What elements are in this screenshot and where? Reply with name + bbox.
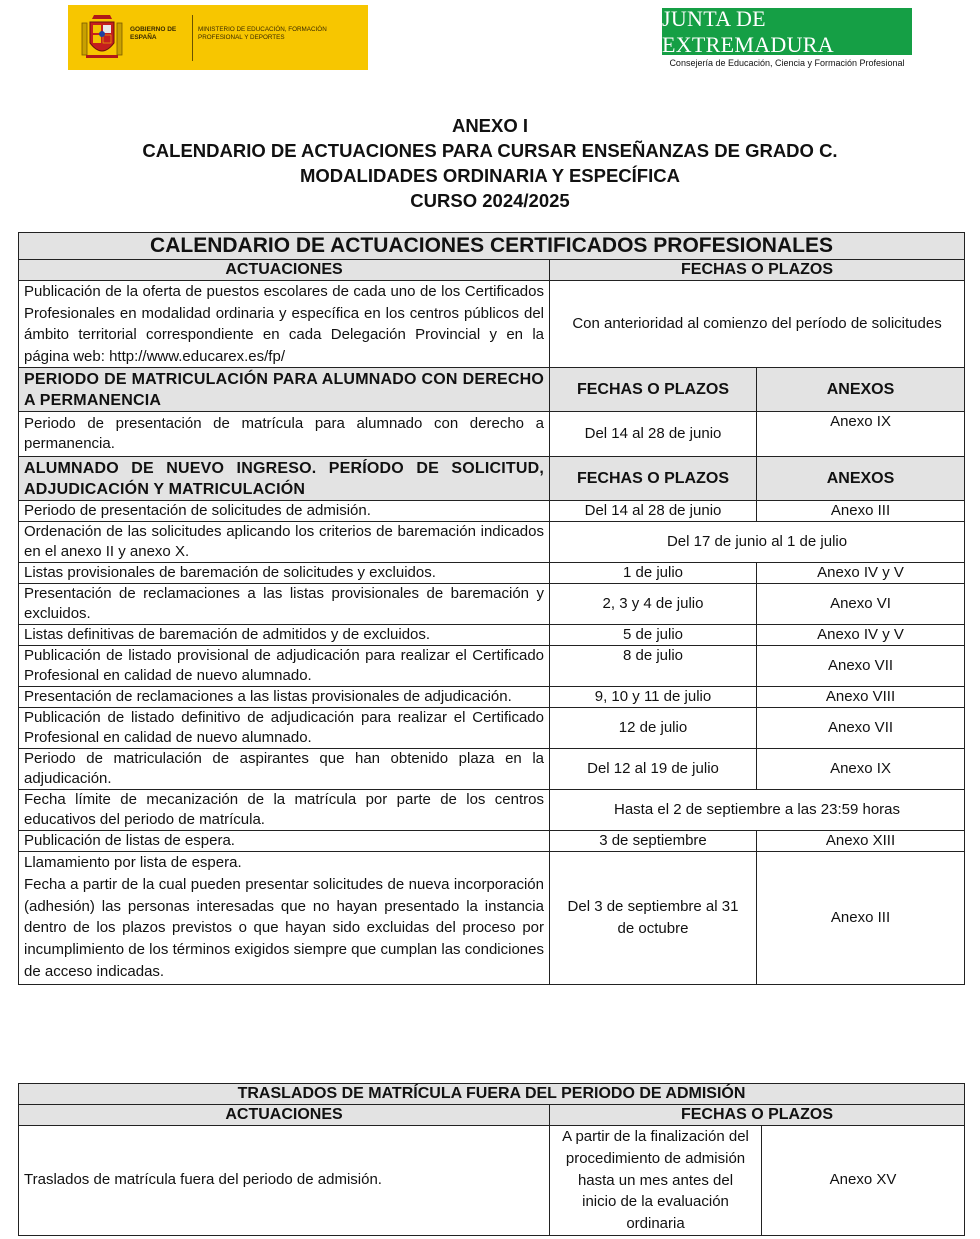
row-text: Presentación de reclamaciones a las listas provisionales de baremación y excluidos. [19,584,550,625]
row-fecha: Hasta el 2 de septiembre a las 23:59 horas [550,790,965,831]
row-text: Traslados de matrícula fuera del periodo de admisión. [19,1126,550,1236]
title-line-1: ANEXO I [451,115,529,136]
table-row [19,749,965,790]
table-row [19,687,965,708]
llamamiento-cell [19,852,550,985]
table-row [19,790,965,831]
row-anexo: Anexo III [757,501,965,522]
llamamiento-line-1: Llamamiento por lista de espera. [24,854,242,871]
table-row [19,831,965,852]
table-row [19,522,965,563]
ministerio-text: MINISTERIO DE EDUCACIÓN, FORMACIÓN PROFESIONAL Y DEPORTES [198,26,327,41]
row-fecha: 12 de julio [550,708,757,749]
oferta-text: Publicación de la oferta de puestos escolares de cada uno de los Certificados Profesionales en modalidad ordinaria y específica en los centros públicos del ámbito territorial correspondiente en cada Delegación Provincial y en la página web: http://www.educarex.es/fp/ [19,281,550,368]
nuevo-anexos-header: ANEXOS [757,457,965,501]
nuevo-fechas-header: FECHAS O PLAZOS [550,457,757,501]
row-anexo: Anexo VII [757,708,965,749]
table-title-row [19,1084,965,1105]
row-fecha: 8 de julio [550,646,757,687]
row-text: Publicación de listas de espera. [19,831,550,852]
row-anexo: Anexo IX [757,749,965,790]
title-line-2: CALENDARIO DE ACTUACIONES PARA CURSAR ENSEÑANZAS DE GRADO C. [142,140,838,161]
column-header-row [19,260,965,281]
col-fechas: FECHAS O PLAZOS [550,260,965,281]
consejeria-text: Consejería de Educación, Ciencia y Formación Profesional [669,58,905,68]
row-fecha: Del 12 al 19 de julio [550,749,757,790]
document-title [0,113,980,213]
table-title: CALENDARIO DE ACTUACIONES CERTIFICADOS PROFESIONALES [19,233,965,260]
nuevo-ingreso-section-title: ALUMNADO DE NUEVO INGRESO. PERÍODO DE SOLICITUD, ADJUDICACIÓN Y MATRICULACIÓN [19,457,550,501]
row-anexo: Anexo III [757,852,965,985]
oferta-fecha: Con anterioridad al comienzo del período de solicitudes [550,281,965,368]
row-text: Ordenación de las solicitudes aplicando los criterios de baremación indicados en el anexo II y anexo X. [19,522,550,563]
row-fecha: 5 de julio [550,625,757,646]
llamamiento-line-2: Fecha a partir de la cual pueden presentar solicitudes de nueva incorporación (adhesión) las personas interesadas que no hayan presentado la instancia dentro de los plazos previstos o que hayan sido excluidas del proceso por incumplimiento de los términos exigidos siempre que cumplan las condiciones de acceso indicadas. [24,875,544,980]
row-anexo: Anexo VI [757,584,965,625]
row-text: Publicación de listado provisional de adjudicación para realizar el Certificado Profesional en calidad de nuevo alumnado. [19,646,550,687]
row-anexo: Anexo IV y V [757,563,965,584]
row-fecha: A partir de la finalización del procedimiento de admisión hasta un mes antes del inicio de la evaluación ordinaria [550,1126,762,1236]
certificados-calendar-table [18,232,965,985]
table-row [19,646,965,687]
row-fecha: 1 de julio [550,563,757,584]
row-anexo: Anexo XIII [757,831,965,852]
row-text: Periodo de presentación de matrícula para alumnado con derecho a permanencia. [19,412,550,457]
row-fecha: Del 14 al 28 de junio [550,501,757,522]
section-header-row [19,368,965,412]
junta-extremadura-logo: JUNTA DE EXTREMADURA [662,8,912,55]
table-row [19,708,965,749]
col-actuaciones: ACTUACIONES [19,1105,550,1126]
row-fecha: 2, 3 y 4 de julio [550,584,757,625]
row-text: Listas provisionales de baremación de solicitudes y excluidos. [19,563,550,584]
traslados-title: TRASLADOS DE MATRÍCULA FUERA DEL PERIODO DE ADMISIÓN [19,1084,965,1105]
table-row [19,852,965,985]
permanencia-anexos-header: ANEXOS [757,368,965,412]
title-line-3: MODALIDADES ORDINARIA Y ESPECÍFICA [300,165,680,186]
title-line-4: CURSO 2024/2025 [410,190,570,211]
logo-divider [192,15,193,61]
table-row [19,281,965,368]
table-row [19,584,965,625]
row-text: Fecha límite de mecanización de la matrícula por parte de los centros educativos del periodo de matrícula. [19,790,550,831]
table-row [19,563,965,584]
table-title-row [19,233,965,260]
gobierno-espana-text: GOBIERNO DE ESPAÑA [130,26,177,41]
row-anexo: Anexo IX [757,412,965,457]
row-fecha: Del 14 al 28 de junio [550,412,757,457]
row-fecha: Del 3 de septiembre al 31 de octubre [550,852,757,985]
row-text: Presentación de reclamaciones a las listas provisionales de adjudicación. [19,687,550,708]
table-row [19,412,965,457]
table-row [19,625,965,646]
gobierno-espana-logo [68,5,368,70]
table-row [19,501,965,522]
row-text: Listas definitivas de baremación de admitidos y de excluidos. [19,625,550,646]
section-header-row [19,457,965,501]
column-header-row [19,1105,965,1126]
row-fecha: Del 17 de junio al 1 de julio [550,522,965,563]
row-anexo: Anexo VII [757,646,965,687]
col-actuaciones: ACTUACIONES [19,260,550,281]
row-anexo: Anexo VIII [757,687,965,708]
row-anexo: Anexo XV [762,1126,965,1236]
row-fecha: 9, 10 y 11 de julio [550,687,757,708]
traslados-table [18,1083,965,1236]
col-fechas: FECHAS O PLAZOS [550,1105,965,1126]
row-text: Periodo de presentación de solicitudes de admisión. [19,501,550,522]
row-text: Publicación de listado definitivo de adjudicación para realizar el Certificado Profesional en calidad de nuevo alumnado. [19,708,550,749]
table-row [19,1126,965,1236]
row-fecha: 3 de septiembre [550,831,757,852]
row-anexo: Anexo IV y V [757,625,965,646]
row-text: Periodo de matriculación de aspirantes que han obtenido plaza en la adjudicación. [19,749,550,790]
permanencia-fechas-header: FECHAS O PLAZOS [550,368,757,412]
coat-of-arms-icon [80,13,124,63]
permanencia-section-title: PERIODO DE MATRICULACIÓN PARA ALUMNADO CON DERECHO A PERMANENCIA [19,368,550,412]
